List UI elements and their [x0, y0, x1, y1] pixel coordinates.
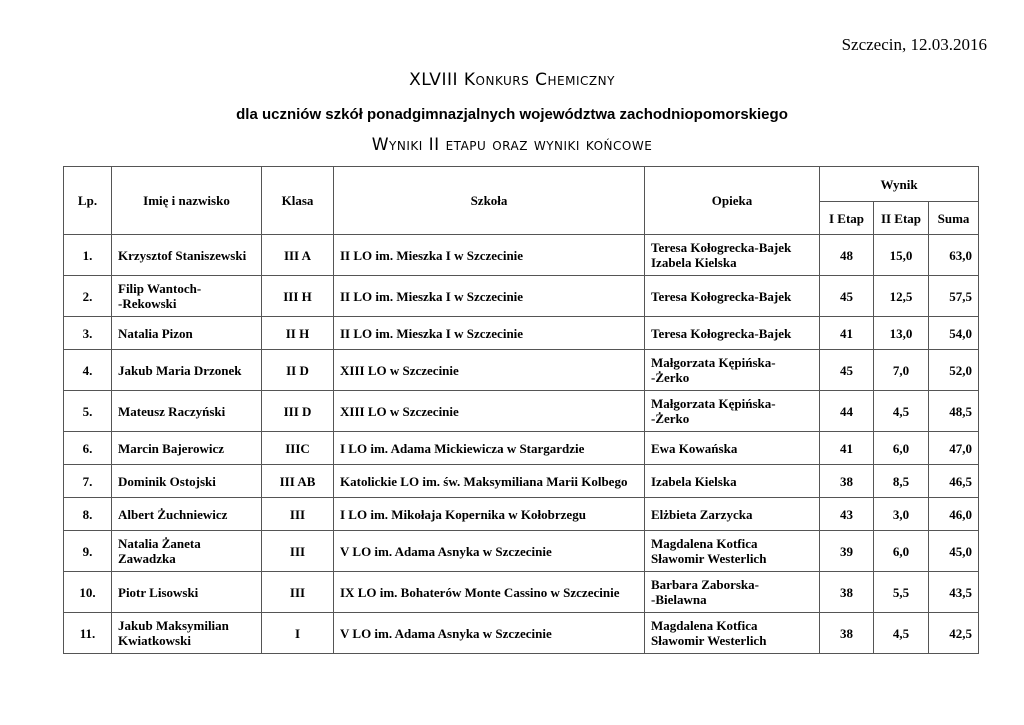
cell-text: 9. — [82, 543, 93, 559]
cell-text: 42,5 — [949, 625, 973, 641]
cell-text: 7. — [82, 473, 93, 489]
cell-tutor — [645, 465, 820, 498]
cell-stage2 — [874, 350, 929, 391]
cell-name — [112, 572, 262, 613]
table-row — [64, 235, 979, 276]
cell-text: 10. — [79, 584, 96, 600]
cell-stage2 — [874, 317, 929, 350]
cell-text: Kwiatkowski — [118, 633, 191, 648]
cell-stage2 — [874, 235, 929, 276]
cell-text: 4,5 — [892, 625, 910, 641]
cell-text: -Żerko — [651, 370, 690, 385]
cell-text: 46,0 — [949, 506, 973, 522]
cell-text: Dominik Ostojski — [118, 473, 216, 489]
table-row — [64, 317, 979, 350]
table-row — [64, 391, 979, 432]
cell-stage2 — [874, 276, 929, 317]
cell-text: Ewa Kowańska — [651, 440, 738, 456]
cell-lp — [64, 317, 112, 350]
cell-class — [262, 465, 334, 498]
cell-class — [262, 391, 334, 432]
cell-sum — [929, 391, 979, 432]
cell-text: IX LO im. Bohaterów Monte Cassino w Szczecinie — [340, 584, 620, 600]
contest-subtitle: dla uczniów szkół ponadgimnazjalnych województwa zachodniopomorskiego — [236, 106, 788, 123]
cell-stage2 — [874, 531, 929, 572]
cell-lp — [64, 465, 112, 498]
cell-school — [334, 317, 645, 350]
cell-tutor — [645, 498, 820, 531]
cell-text: 44 — [840, 403, 853, 419]
cell-text: III H — [283, 288, 312, 304]
cell-text: 57,5 — [949, 288, 973, 304]
cell-school — [334, 235, 645, 276]
cell-sum — [929, 317, 979, 350]
cell-text: 43 — [840, 506, 853, 522]
header-sum: Suma — [929, 202, 979, 235]
cell-text: 48,5 — [949, 403, 973, 419]
header-name: Imię i nazwisko — [112, 167, 262, 235]
cell-text: Jakub Maria Drzonek — [118, 362, 242, 378]
cell-stage1 — [820, 613, 874, 654]
cell-text: Małgorzata Kępińska- — [651, 355, 776, 370]
cell-lp — [64, 613, 112, 654]
cell-name — [112, 498, 262, 531]
cell-lp — [64, 391, 112, 432]
cell-school — [334, 465, 645, 498]
cell-class — [262, 317, 334, 350]
cell-text: I — [294, 625, 301, 641]
cell-sum — [929, 613, 979, 654]
cell-name — [112, 613, 262, 654]
cell-text: Filip Wantoch- — [118, 281, 202, 296]
header-tutor: Opieka — [645, 167, 820, 235]
cell-lp — [64, 498, 112, 531]
cell-class — [262, 572, 334, 613]
cell-school — [334, 391, 645, 432]
cell-text: -Rekowski — [118, 296, 177, 311]
cell-stage1 — [820, 498, 874, 531]
cell-school — [334, 432, 645, 465]
cell-text: Krzysztof Staniszewski — [118, 247, 247, 263]
cell-text: 6,0 — [892, 440, 910, 456]
cell-stage1 — [820, 317, 874, 350]
cell-text: III AB — [279, 473, 316, 489]
results-table — [63, 166, 979, 654]
cell-stage2 — [874, 572, 929, 613]
cell-stage2 — [874, 391, 929, 432]
cell-sum — [929, 498, 979, 531]
cell-text: V LO im. Adama Asnyka w Szczecinie — [340, 543, 552, 559]
cell-name — [112, 391, 262, 432]
cell-text: III D — [283, 403, 312, 419]
cell-lp — [64, 572, 112, 613]
cell-text: 54,0 — [949, 325, 973, 341]
cell-name — [112, 317, 262, 350]
cell-text: 45,0 — [949, 543, 973, 559]
contest-title: XLVIII Konkurs Chemiczny — [409, 70, 615, 90]
cell-class — [262, 432, 334, 465]
cell-text: -Żerko — [651, 411, 690, 426]
cell-text: Natalia Pizon — [118, 325, 193, 341]
cell-text: Natalia Żaneta — [118, 536, 201, 551]
cell-tutor — [645, 350, 820, 391]
cell-text: III — [289, 506, 306, 522]
cell-text: Barbara Zaborska- — [651, 577, 759, 592]
cell-stage1 — [820, 432, 874, 465]
cell-name — [112, 276, 262, 317]
cell-school — [334, 572, 645, 613]
cell-text: 6. — [82, 440, 93, 456]
cell-tutor — [645, 317, 820, 350]
cell-text: 63,0 — [949, 247, 973, 263]
cell-text: III — [289, 584, 306, 600]
cell-text: Teresa Kołogrecka-Bajek — [651, 325, 792, 341]
cell-tutor — [645, 235, 820, 276]
cell-text: 43,5 — [949, 584, 973, 600]
results-body — [64, 235, 979, 654]
cell-text: Sławomir Westerlich — [651, 551, 767, 566]
cell-text: IIIC — [285, 440, 310, 456]
cell-text: 41 — [840, 440, 853, 456]
cell-lp — [64, 276, 112, 317]
cell-text: Albert Żuchniewicz — [118, 506, 228, 522]
cell-text: I LO im. Mikołaja Kopernika w Kołobrzegu — [340, 506, 586, 522]
cell-text: 45 — [840, 288, 853, 304]
cell-text: 52,0 — [949, 362, 973, 378]
cell-text: 38 — [840, 584, 853, 600]
cell-sum — [929, 350, 979, 391]
cell-class — [262, 350, 334, 391]
table-row — [64, 613, 979, 654]
cell-text: 4. — [82, 362, 93, 378]
cell-text: 41 — [840, 325, 853, 341]
cell-stage1 — [820, 572, 874, 613]
cell-school — [334, 498, 645, 531]
cell-stage1 — [820, 276, 874, 317]
cell-text: Małgorzata Kępińska- — [651, 396, 776, 411]
cell-sum — [929, 572, 979, 613]
cell-stage2 — [874, 498, 929, 531]
cell-class — [262, 235, 334, 276]
cell-name — [112, 531, 262, 572]
header-row — [64, 167, 979, 202]
cell-stage1 — [820, 350, 874, 391]
cell-tutor — [645, 276, 820, 317]
cell-school — [334, 613, 645, 654]
cell-class — [262, 613, 334, 654]
cell-text: 39 — [840, 543, 853, 559]
cell-stage2 — [874, 432, 929, 465]
cell-text: Teresa Kołogrecka-Bajek — [651, 240, 792, 255]
table-row — [64, 465, 979, 498]
cell-text: 1. — [82, 247, 93, 263]
cell-lp — [64, 531, 112, 572]
cell-sum — [929, 531, 979, 572]
document-date: Szczecin, 12.03.2016 — [841, 35, 987, 54]
cell-text: II H — [285, 325, 310, 341]
cell-stage2 — [874, 465, 929, 498]
header-result: Wynik — [820, 167, 979, 202]
cell-text: Teresa Kołogrecka-Bajek — [651, 288, 792, 304]
table-row — [64, 276, 979, 317]
cell-text: Marcin Bajerowicz — [118, 440, 225, 456]
cell-school — [334, 276, 645, 317]
cell-text: 3. — [82, 325, 93, 341]
cell-text: 12,5 — [889, 288, 913, 304]
table-row — [64, 350, 979, 391]
table-row — [64, 572, 979, 613]
header-school: Szkoła — [334, 167, 645, 235]
cell-sum — [929, 432, 979, 465]
cell-class — [262, 498, 334, 531]
cell-text: Piotr Lisowski — [118, 584, 199, 600]
cell-text: Katolickie LO im. św. Maksymiliana Marii Kolbego — [340, 473, 628, 489]
cell-text: 38 — [840, 473, 853, 489]
cell-text: -Bielawna — [651, 592, 707, 607]
cell-text: III A — [283, 247, 312, 263]
cell-name — [112, 432, 262, 465]
cell-stage1 — [820, 465, 874, 498]
cell-text: Elżbieta Zarzycka — [651, 506, 753, 522]
cell-text: 11. — [79, 625, 96, 641]
cell-lp — [64, 432, 112, 465]
cell-text: Izabela Kielska — [651, 255, 737, 270]
cell-stage1 — [820, 391, 874, 432]
cell-school — [334, 531, 645, 572]
cell-text: 6,0 — [892, 543, 910, 559]
cell-tutor — [645, 531, 820, 572]
cell-text: 8. — [82, 506, 93, 522]
cell-class — [262, 531, 334, 572]
cell-text: II LO im. Mieszka I w Szczecinie — [340, 247, 524, 263]
results-section-title: Wyniki II etapu oraz wyniki końcowe — [371, 135, 653, 155]
header-lp: Lp. — [64, 167, 112, 235]
cell-text: V LO im. Adama Asnyka w Szczecinie — [340, 625, 552, 641]
cell-text: XIII LO w Szczecinie — [340, 362, 459, 378]
cell-text: II D — [286, 362, 309, 378]
cell-text: I LO im. Adama Mickiewicza w Stargardzie — [340, 440, 585, 456]
cell-tutor — [645, 572, 820, 613]
cell-text: 2. — [82, 288, 93, 304]
cell-name — [112, 350, 262, 391]
cell-tutor — [645, 391, 820, 432]
cell-text: Sławomir Westerlich — [651, 633, 767, 648]
cell-text: III — [289, 543, 306, 559]
cell-text: 5. — [82, 403, 93, 419]
table-row — [64, 498, 979, 531]
cell-text: II LO im. Mieszka I w Szczecinie — [340, 288, 524, 304]
cell-text: Jakub Maksymilian — [118, 618, 229, 633]
cell-lp — [64, 235, 112, 276]
cell-text: 48 — [840, 247, 853, 263]
cell-sum — [929, 465, 979, 498]
cell-lp — [64, 350, 112, 391]
cell-text: 47,0 — [949, 440, 973, 456]
cell-text: 45 — [840, 362, 853, 378]
table-row — [64, 432, 979, 465]
cell-text: 3,0 — [892, 506, 910, 522]
header-class: Klasa — [262, 167, 334, 235]
cell-text: Mateusz Raczyński — [118, 403, 226, 419]
cell-text: 15,0 — [889, 247, 913, 263]
cell-tutor — [645, 432, 820, 465]
cell-text: 38 — [840, 625, 853, 641]
header-stage1: I Etap — [820, 202, 874, 235]
cell-text: Magdalena Kotfica — [651, 618, 758, 633]
cell-class — [262, 276, 334, 317]
cell-sum — [929, 235, 979, 276]
cell-name — [112, 235, 262, 276]
header-stage2: II Etap — [874, 202, 929, 235]
cell-name — [112, 465, 262, 498]
cell-tutor — [645, 613, 820, 654]
cell-text: 46,5 — [949, 473, 973, 489]
cell-text: 7,0 — [892, 362, 910, 378]
cell-text: 4,5 — [892, 403, 910, 419]
cell-text: Magdalena Kotfica — [651, 536, 758, 551]
cell-stage1 — [820, 235, 874, 276]
cell-text: 8,5 — [892, 473, 910, 489]
cell-stage2 — [874, 613, 929, 654]
table-row — [64, 531, 979, 572]
cell-stage1 — [820, 531, 874, 572]
cell-text: Izabela Kielska — [651, 473, 737, 489]
cell-text: Zawadzka — [118, 551, 176, 566]
cell-sum — [929, 276, 979, 317]
cell-school — [334, 350, 645, 391]
cell-text: II LO im. Mieszka I w Szczecinie — [340, 325, 524, 341]
cell-text: 5,5 — [892, 584, 910, 600]
cell-text: XIII LO w Szczecinie — [340, 403, 459, 419]
cell-text: 13,0 — [889, 325, 913, 341]
